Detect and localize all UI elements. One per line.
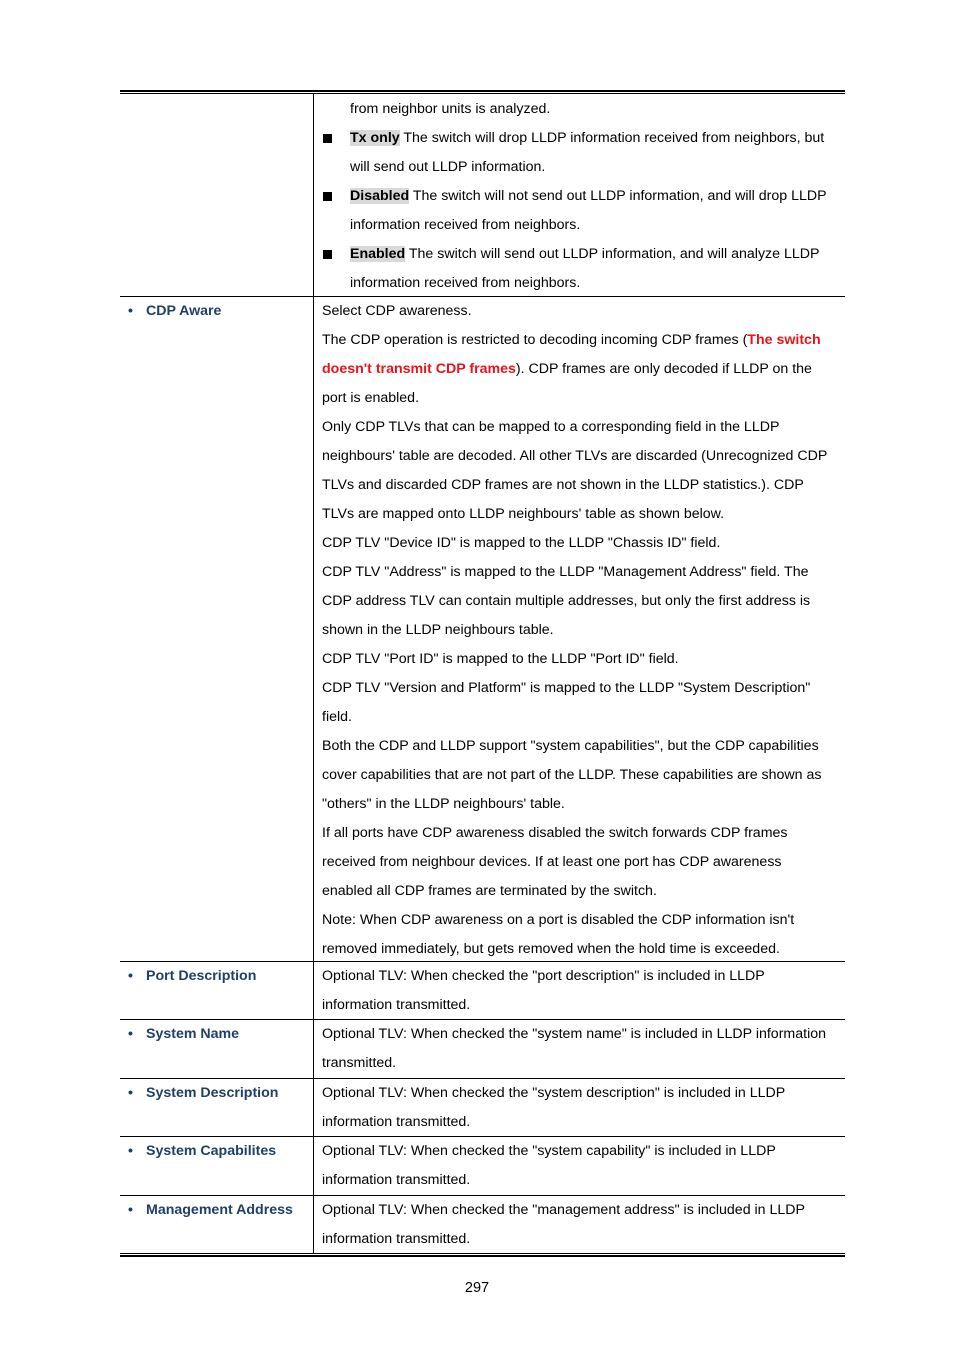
desc-line: from neighbor units is analyzed. xyxy=(350,101,551,117)
option-tx-only xyxy=(322,124,842,153)
table-row-management-address xyxy=(120,1196,845,1253)
table-row-system-capabilities xyxy=(120,1137,845,1195)
table-row-system-description xyxy=(120,1079,845,1136)
desc-line: CDP TLV "Version and Platform" is mapped to the LLDP "System Description" xyxy=(322,680,811,696)
desc-line: transmitted. xyxy=(322,1055,397,1071)
mode-description xyxy=(322,95,842,298)
desc-line: Optional TLV: When checked the "system capability" is included in LLDP xyxy=(322,1143,776,1159)
table-row-mode-continued xyxy=(120,95,845,296)
desc-line: Optional TLV: When checked the "management address" is included in LLDP xyxy=(322,1202,805,1218)
warning-text: The switch xyxy=(747,332,821,348)
param-label-management-address: • Management Address xyxy=(120,1196,310,1225)
square-bullet-icon xyxy=(323,250,332,259)
desc-line: removed immediately, but gets removed when the hold time is exceeded. xyxy=(322,941,780,957)
desc-line: CDP address TLV can contain multiple addresses, but only the first address is xyxy=(322,593,811,609)
option-text: The switch will drop LLDP information received from neighbors, but xyxy=(399,130,825,146)
warning-text: doesn't transmit CDP frames xyxy=(322,361,516,377)
management-address-description xyxy=(322,1196,842,1254)
desc-line: Optional TLV: When checked the "system name" is included in LLDP information xyxy=(322,1026,827,1042)
param-label-system-capabilities: • System Capabilites xyxy=(120,1137,310,1166)
cdp-aware-description xyxy=(322,297,842,964)
bullet-icon: • xyxy=(128,303,133,319)
desc-line: information transmitted. xyxy=(322,997,471,1013)
desc-line: information received from neighbors. xyxy=(350,275,581,291)
bullet-icon: • xyxy=(128,1143,133,1159)
system-capabilities-description xyxy=(322,1137,842,1195)
desc-line: CDP TLV "Port ID" is mapped to the LLDP "Port ID" field. xyxy=(322,651,679,667)
desc-line: information transmitted. xyxy=(322,1114,471,1130)
bullet-icon: • xyxy=(128,1085,133,1101)
table-top-rule-inner xyxy=(120,93,845,94)
desc-line: will send out LLDP information. xyxy=(350,159,546,175)
desc-line: Note: When CDP awareness on a port is disabled the CDP information isn't xyxy=(322,912,795,928)
bullet-icon: • xyxy=(128,968,133,984)
option-label: Disabled xyxy=(350,188,410,204)
option-label: Tx only xyxy=(350,130,400,146)
square-bullet-icon xyxy=(323,192,332,201)
param-label-port-description: • Port Description xyxy=(120,962,310,991)
desc-line: "others" in the LLDP neighbours' table. xyxy=(322,796,565,812)
system-name-description xyxy=(322,1020,842,1078)
bullet-icon: • xyxy=(128,1026,133,1042)
table-row-system-name xyxy=(120,1020,845,1078)
table-row-port-description xyxy=(120,962,845,1019)
desc-line: cover capabilities that are not part of the LLDP. These capabilities are shown as xyxy=(322,767,822,783)
desc-line: information received from neighbors. xyxy=(350,217,581,233)
page-number: 297 xyxy=(464,1280,490,1296)
desc-line: information transmitted. xyxy=(322,1231,471,1247)
desc-line: The CDP operation is restricted to decoding incoming CDP frames (The switch xyxy=(322,332,821,348)
table-bottom-rule-outer xyxy=(120,1255,845,1257)
desc-line: enabled all CDP frames are terminated by the switch. xyxy=(322,883,657,899)
port-description-description xyxy=(322,962,842,1020)
desc-line: Optional TLV: When checked the "port description" is included in LLDP xyxy=(322,968,765,984)
desc-line: information transmitted. xyxy=(322,1172,471,1188)
desc-line: CDP TLV "Device ID" is mapped to the LLDP "Chassis ID" field. xyxy=(322,535,721,551)
desc-line: TLVs are mapped onto LLDP neighbours' table as shown below. xyxy=(322,506,725,522)
desc-line: field. xyxy=(322,709,352,725)
desc-line: neighbours' table are decoded. All other TLVs are discarded (Unrecognized CDP xyxy=(322,448,828,464)
desc-line: received from neighbour devices. If at least one port has CDP awareness xyxy=(322,854,782,870)
desc-line: Both the CDP and LLDP support "system capabilities", but the CDP capabilities xyxy=(322,738,819,754)
desc-line: TLVs and discarded CDP frames are not shown in the LLDP statistics.). CDP xyxy=(322,477,804,493)
option-disabled xyxy=(322,182,842,211)
option-text: The switch will not send out LLDP information, and will drop LLDP xyxy=(409,188,827,204)
bullet-icon: • xyxy=(128,1202,133,1218)
table-bottom-rule xyxy=(120,1253,845,1254)
system-description-description xyxy=(322,1079,842,1137)
desc-line: shown in the LLDP neighbours table. xyxy=(322,622,554,638)
table-top-rule xyxy=(120,90,845,92)
table-row-cdp-aware xyxy=(120,297,845,961)
param-label-system-name: • System Name xyxy=(120,1020,310,1049)
option-enabled xyxy=(322,240,842,269)
square-bullet-icon xyxy=(323,134,332,143)
option-text: The switch will send out LLDP information, and will analyze LLDP xyxy=(405,246,820,262)
param-label-system-description: • System Description xyxy=(120,1079,310,1108)
desc-line: If all ports have CDP awareness disabled the switch forwards CDP frames xyxy=(322,825,788,841)
param-label-cdp-aware: • CDP Aware xyxy=(120,297,310,326)
desc-line: CDP TLV "Address" is mapped to the LLDP "Management Address" field. The xyxy=(322,564,809,580)
desc-line: doesn't transmit CDP frames). CDP frames are only decoded if LLDP on the xyxy=(322,361,812,377)
desc-line: Optional TLV: When checked the "system description" is included in LLDP xyxy=(322,1085,786,1101)
desc-line: Only CDP TLVs that can be mapped to a corresponding field in the LLDP xyxy=(322,419,780,435)
desc-line: Select CDP awareness. xyxy=(322,303,472,319)
option-label: Enabled xyxy=(350,246,406,262)
desc-line: port is enabled. xyxy=(322,390,420,406)
